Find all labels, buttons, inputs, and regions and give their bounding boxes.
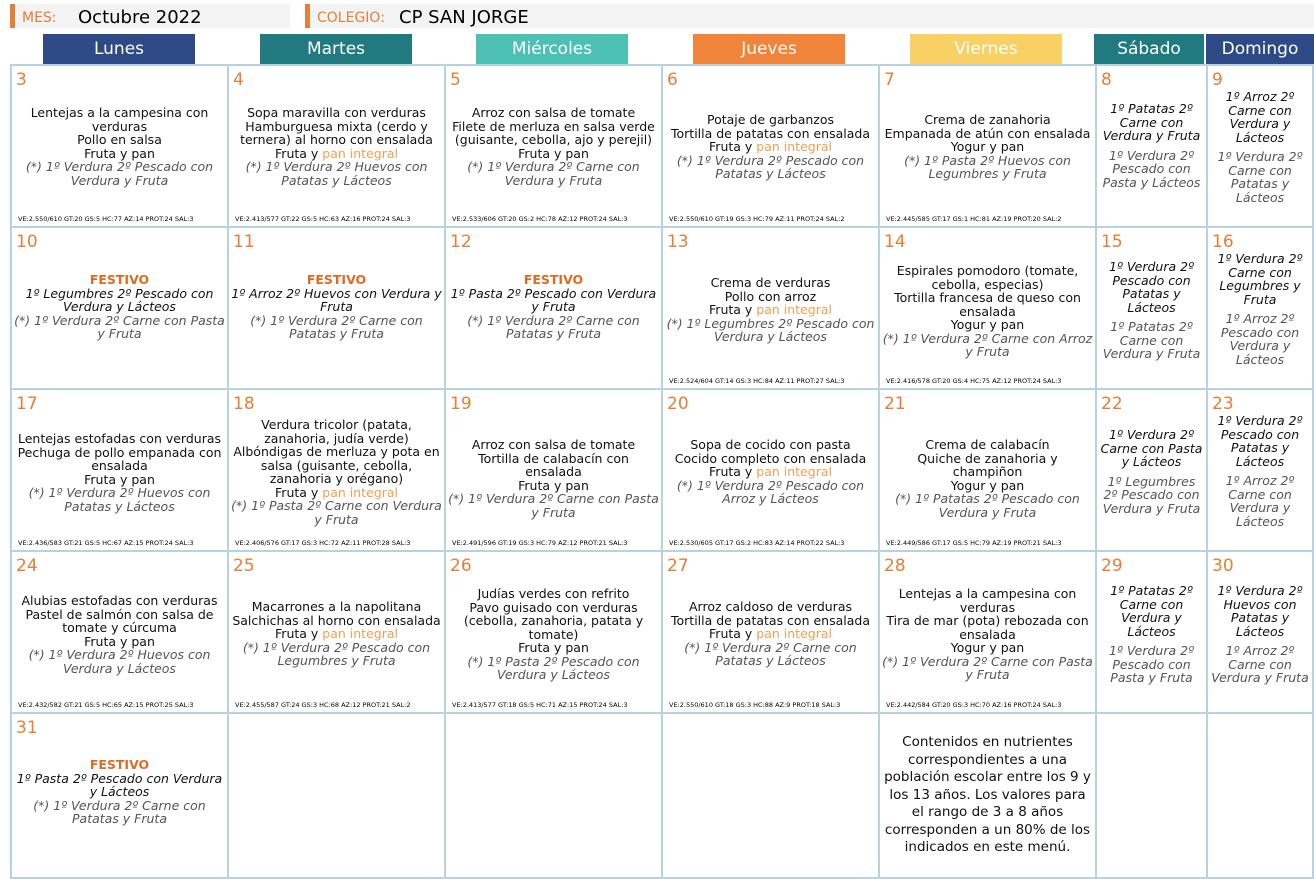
day-cell [661,64,880,228]
empty-cell [1206,712,1314,879]
dish: Crema de calabacín [925,437,1050,452]
fruit-text: Fruta y [709,464,757,479]
day-number: 17 [16,394,38,414]
day-header-viernes: Viernes [910,34,1062,64]
menu [665,438,876,506]
holiday-menu: 1º Pasta 2º Pescado con Verdura y Fruta [450,285,657,314]
day-number: 28 [884,556,906,576]
dish: Fruta y pan [518,640,589,655]
alt-menu: (*) 1º Pasta 2º Pescado con Verdura y Lácteos [467,653,640,682]
menu [882,264,1093,359]
month-header [10,4,290,28]
nutrition-info: VE:2.491/596 GT:19 GS:3 HC:79 AZ:12 PROT:21 SAL:3 [452,539,628,547]
alt-menu: (*) 1º Verdura 2º Carne con Pasta y Fruta [14,312,225,341]
menu [231,418,442,526]
dish: Hamburguesa mixta (cerdo y ternera) al horno con ensalada [240,118,433,147]
dish: Fruta y pan [518,477,589,493]
dish: Tortilla francesa de queso con ensalada [894,290,1081,319]
day-number: 25 [233,556,255,576]
dish: Fruta y pan [518,145,589,161]
nutrition-info: VE:2.550/610 GT:20 GS:5 HC:77 AZ:14 PROT:24 SAL:3 [18,215,194,223]
weekend-menu [1210,584,1310,685]
school-header [305,4,1314,28]
alt-menu: (*) 1º Verdura 2º Carne con Patatas y Fruta [467,312,640,341]
alt-menu: 1º Verdura 2º Pescado con Pasta y Lácteos [1102,147,1201,190]
menu [882,587,1093,682]
day-number: 30 [1212,556,1234,576]
day-cell [661,388,880,552]
dish: Yogur y pan [950,139,1025,154]
day-cell [227,226,446,390]
day-cell [444,388,663,552]
dish: Empanada de atún con ensalada [884,125,1091,141]
dish: Pollo con arroz [724,288,817,304]
alt-menu: (*) 1º Verdura 2º Pescado con Patatas y Lácteos [676,152,865,181]
nutrition-info: VE:2.455/587 GT:24 GS:3 HC:68 AZ:12 PROT:21 SAL:2 [235,701,411,709]
dish: Quiche de zanahoria y champiñon [917,450,1058,479]
nutrition-info: VE:2.524/604 GT:14 GS:3 HC:84 AZ:11 PROT:27 SAL:3 [669,377,845,385]
menu [665,113,876,181]
day-number: 5 [450,70,461,90]
holiday-menu: 1º Pasta 2º Pescado con Verdura y Lácteos [16,770,223,799]
menu [448,438,659,519]
day-header-domingo: Domingo [1206,34,1314,64]
day-cell [661,550,880,714]
dish: Alubias estofadas con verduras [21,593,218,608]
day-cell [10,388,229,552]
day-number: 4 [233,70,244,90]
menu [231,273,442,341]
dish: Yogur y pan [950,640,1025,655]
month-label: MES: [22,10,57,26]
day-number: 7 [884,70,895,90]
dish: Pechuga de pollo empanada con ensalada [17,444,222,473]
fruit-bread [231,627,442,641]
alt-menu: (*) 1º Verdura 2º Pescado con Arroz y Lácteos [676,477,865,506]
day-cell [444,550,663,714]
alt-menu: (*) 1º Pasta 2º Carne con Verdura y Fruta [231,498,442,527]
dish: Lentejas estofadas con verduras [17,431,222,446]
alt-menu: (*) 1º Verdura 2º Carne con Pasta y Fruta [882,653,1093,682]
weekend-cell [1206,388,1314,552]
dish: Lentejas a la campesina con verduras [898,586,1077,615]
day-number: 19 [450,394,472,414]
alt-menu: (*) 1º Verdura 2º Carne con Verdura y Fruta [467,159,640,188]
alt-menu: (*) 1º Verdura 2º Carne con Patatas y Fruta [33,797,206,826]
fruit-bread [665,465,876,479]
nutrition-info: VE:2.449/586 GT:17 GS:5 HC:79 AZ:19 PROT:21 SAL:3 [886,539,1062,547]
fruit-bread [665,627,876,641]
menu [14,106,225,187]
alt-menu: (*) 1º Verdura 2º Huevos con Patatas y Lácteos [245,159,428,188]
day-number: 22 [1101,394,1123,414]
dish: Tortilla de patatas con ensalada [671,125,870,141]
alt-menu: 1º Arroz 2º Carne con Verdura y Fruta [1211,643,1309,685]
day-number: 15 [1101,232,1123,252]
alt-menu: (*) 1º Verdura 2º Huevos con Verdura y Lácteos [28,647,211,676]
day-header-sabado: Sábado [1094,34,1204,64]
fruit-bread [665,303,876,317]
menu [448,273,659,341]
dish: Yogur y pan [950,477,1025,493]
dish: Espirales pomodoro (tomate, cebolla, especias) [896,263,1079,292]
day-header-miercoles: Miércoles [476,34,628,64]
menu [448,106,659,187]
alt-menu: 1º Patatas 2º Carne con Verdura y Fruta [1102,319,1201,361]
alt-menu: (*) 1º Legumbres 2º Pescado con Verdura y Lácteos [666,315,875,344]
nutrition-info: VE:2.530/605 GT:17 GS:2 HC:83 AZ:14 PROT:22 SAL:3 [669,539,845,547]
day-number: 3 [16,70,27,90]
day-cell [661,226,880,390]
day-cell [227,388,446,552]
holiday-label: FESTIVO [306,272,367,287]
day-number: 24 [16,556,38,576]
whole-bread: pan integral [756,464,832,479]
day-cell [878,388,1097,552]
nutrition-info: VE:2.432/582 GT:21 GS:5 HC:65 AZ:15 PROT:25 SAL:3 [18,701,194,709]
alt-menu: 1º Verdura 2º Carne con Patatas y Lácteos [1217,149,1303,205]
day-number: 16 [1212,232,1234,252]
day-cell [227,550,446,714]
menu [231,600,442,668]
holiday-menu: 1º Legumbres 2º Pescado con Verdura y Lácteos [25,285,214,314]
whole-bread: pan integral [756,139,832,154]
day-cell [227,64,446,228]
dish: Cocido completo con ensalada [674,450,867,466]
weekend-cell [1206,550,1314,714]
holiday-label: FESTIVO [89,757,150,772]
weekend-cell [1206,226,1314,390]
main-menu: 1º Patatas 2º Carne con Verdura y Lácteos [1110,583,1193,639]
main-menu: 1º Verdura 2º Carne con Legumbres y Fruta [1217,251,1303,307]
weekend-menu [1099,260,1204,361]
school-value: CP SAN JORGE [399,7,529,28]
main-menu: 1º Verdura 2º Pescado con Patatas y Lácteos [1109,259,1194,315]
alt-menu: (*) 1º Verdura 2º Pescado con Legumbres y Fruta [242,639,431,668]
day-cell [878,550,1097,714]
day-number: 31 [16,718,38,738]
day-cell [10,64,229,228]
dish: Salchichas al horno con ensalada [232,612,441,628]
nutrition-info: VE:2.533/606 GT:20 GS:2 HC:78 AZ:12 PROT:24 SAL:3 [452,215,628,223]
main-menu: 1º Patatas 2º Carne con Verdura y Fruta [1102,101,1201,143]
empty-cell [661,712,880,879]
day-number: 21 [884,394,906,414]
day-number: 8 [1101,70,1112,90]
day-number: 11 [233,232,255,252]
day-number: 14 [884,232,906,252]
weekend-menu [1210,252,1310,366]
dish: Crema de verduras [710,275,831,290]
nutrition-info: VE:2.550/610 GT:19 GS:3 HC:79 AZ:11 PROT:24 SAL:2 [669,215,845,223]
dish: Albóndigas de merluza y pota en salsa (guisante, cebolla, zanahoria y orégano) [233,444,440,486]
nutrition-info: VE:2.413/577 GT:22 GS:5 HC:63 AZ:16 PROT:24 SAL:3 [235,215,411,223]
fruit-bread [231,147,442,161]
dish: Tortilla de calabacín con ensalada [478,450,629,479]
accent-bar [305,4,310,28]
dish: Tortilla de patatas con ensalada [671,612,870,628]
whole-bread: pan integral [322,145,398,161]
day-number: 9 [1212,70,1223,90]
day-number: 18 [233,394,255,414]
fruit-bread [231,486,442,500]
dish: Macarrones a la napolitana [251,599,422,614]
day-header-lunes: Lunes [43,34,195,64]
day-header-jueves: Jueves [693,34,845,64]
alt-menu: (*) 1º Pasta 2º Huevos con Legumbres y Fruta [904,152,1071,181]
day-cell [444,64,663,228]
nutrition-info: VE:2.442/584 GT:20 GS:3 HC:70 AZ:16 PROT:24 SAL:3 [886,701,1062,709]
empty-cell [227,712,446,879]
day-cell [878,226,1097,390]
nutrition-info: VE:2.413/577 GT:18 GS:5 HC:71 AZ:15 PROT:24 SAL:3 [452,701,628,709]
accent-bar [10,4,15,28]
whole-bread: pan integral [322,484,398,500]
nutrition-note: Contenidos en nutrientes correspondientes a una población escolar entre los 9 y los 13 años. Los valores para el rango de 3 a 8 años corresponden a un 80% de los indicados en este menú. [884,734,1091,855]
day-number: 23 [1212,394,1234,414]
dish: Yogur y pan [950,317,1025,332]
day-number: 12 [450,232,472,252]
day-number: 20 [667,394,689,414]
alt-menu: (*) 1º Verdura 2º Carne con Patatas y Fruta [250,312,423,341]
holiday-menu: 1º Arroz 2º Huevos con Verdura y Fruta [231,285,442,314]
dish: Verdura tricolor (patata, zanahoria, judía verde) [261,417,412,446]
dish: Fruta y pan [84,471,155,487]
dish: Crema de zanahoria [924,112,1051,127]
alt-menu: (*) 1º Verdura 2º Carne con Pasta y Fruta [448,491,659,520]
day-number: 26 [450,556,472,576]
weekend-menu [1099,584,1204,685]
alt-menu: 1º Legumbres 2º Pescado con Verdura y Fruta [1102,473,1201,516]
day-cell [10,226,229,390]
weekend-cell [1095,64,1208,228]
dish: Fruta y pan [84,145,155,161]
dish: Judías verdes con refrito [477,586,630,601]
weekend-menu [1099,428,1204,515]
dish: Fruta y pan [84,633,155,649]
fruit-text: Fruta y [275,145,323,161]
menu [665,276,876,344]
note-cell [878,712,1097,879]
main-menu: 1º Verdura 2º Huevos con Patatas y Lácteos [1217,583,1303,639]
weekend-cell [1095,550,1208,714]
whole-bread: pan integral [756,626,832,641]
day-cell [10,712,229,879]
nutrition-info: VE:2.550/610 GT:18 GS:3 HC:88 AZ:9 PROT:18 SAL:3 [669,701,841,709]
alt-menu: 1º Arroz 2º Pescado con Verdura y Lácteos [1220,311,1300,367]
empty-cell [444,712,663,879]
holiday-label: FESTIVO [89,272,150,287]
empty-cell [1095,712,1208,879]
dish: Sopa de cocido con pasta [690,437,851,452]
month-value: Octubre 2022 [78,7,202,28]
dish: Arroz caldoso de verduras [688,599,852,614]
day-number: 6 [667,70,678,90]
menu [882,438,1093,519]
day-number: 13 [667,232,689,252]
alt-menu: 1º Verdura 2º Pescado con Pasta y Fruta [1109,643,1194,685]
day-cell [444,226,663,390]
dish: Tira de mar (pota) rebozada con ensalada [886,613,1089,642]
dish: Pastel de salmón con salsa de tomate y cúrcuma [25,606,214,635]
school-label: COLEGIO: [317,10,385,26]
dish: Arroz con salsa de tomate [471,437,636,452]
main-menu: 1º Verdura 2º Pescado con Patatas y Lácteos [1217,413,1303,469]
menu [231,106,442,187]
weekend-menu [1210,90,1310,204]
fruit-text: Fruta y [709,302,757,317]
nutrition-info: VE:2.436/583 GT:21 GS:5 HC:67 AZ:15 PROT:24 SAL:3 [18,539,194,547]
holiday-label: FESTIVO [523,272,584,287]
day-number: 27 [667,556,689,576]
menu [14,594,225,675]
alt-menu: (*) 1º Verdura 2º Carne con Patatas y Lácteos [684,639,857,668]
menu [14,432,225,513]
dish: Filete de merluza en salsa verde (guisante, cebolla, ajo y perejil) [452,118,655,147]
day-cell [10,550,229,714]
day-header-martes: Martes [260,34,412,64]
nutrition-info: VE:2.445/585 GT:17 GS:1 HC:81 AZ:19 PROT:20 SAL:2 [886,215,1062,223]
menu [14,273,225,341]
dish: Arroz con salsa de tomate [471,105,636,120]
dish: Pollo en salsa [77,132,162,147]
alt-menu: (*) 1º Verdura 2º Huevos con Patatas y Lácteos [28,485,211,514]
main-menu: 1º Verdura 2º Carne con Pasta y Lácteos [1100,427,1203,469]
menu [665,600,876,668]
menu [448,587,659,682]
alt-menu: (*) 1º Verdura 2º Carne con Arroz y Fruta [882,330,1093,359]
dish: Lentejas a la campesina con verduras [30,105,209,134]
fruit-text: Fruta y [275,484,323,500]
whole-bread: pan integral [322,626,398,641]
alt-menu: (*) 1º Patatas 2º Pescado con Verdura y Fruta [895,491,1080,520]
main-menu: 1º Arroz 2º Carne con Verdura y Lácteos [1225,89,1295,145]
day-cell [878,64,1097,228]
dish: Sopa maravilla con verduras [247,105,426,120]
weekend-cell [1095,388,1208,552]
weekend-cell [1206,64,1314,228]
nutrition-info: VE:2.416/578 GT:20 GS:4 HC:75 AZ:12 PROT:24 SAL:3 [886,377,1062,385]
alt-menu: 1º Arroz 2º Carne con Verdura y Lácteos [1225,473,1295,529]
whole-bread: pan integral [756,302,832,317]
day-number: 29 [1101,556,1123,576]
weekend-menu [1099,102,1204,189]
dish: Pavo guisado con verduras (cebolla, zanahoria, patata y tomate) [463,599,644,642]
weekend-cell [1095,226,1208,390]
menu [14,758,225,826]
day-number: 10 [16,232,38,252]
weekend-menu [1210,414,1310,528]
dish: Potaje de garbanzos [706,112,834,127]
fruit-bread [665,140,876,154]
nutrition-info: VE:2.406/576 GT:17 GS:3 HC:72 AZ:11 PROT:28 SAL:3 [235,539,411,547]
fruit-text: Fruta y [709,139,757,154]
fruit-text: Fruta y [275,626,323,641]
menu [882,113,1093,181]
fruit-text: Fruta y [709,626,757,641]
alt-menu: (*) 1º Verdura 2º Pescado con Verdura y Fruta [25,159,214,188]
